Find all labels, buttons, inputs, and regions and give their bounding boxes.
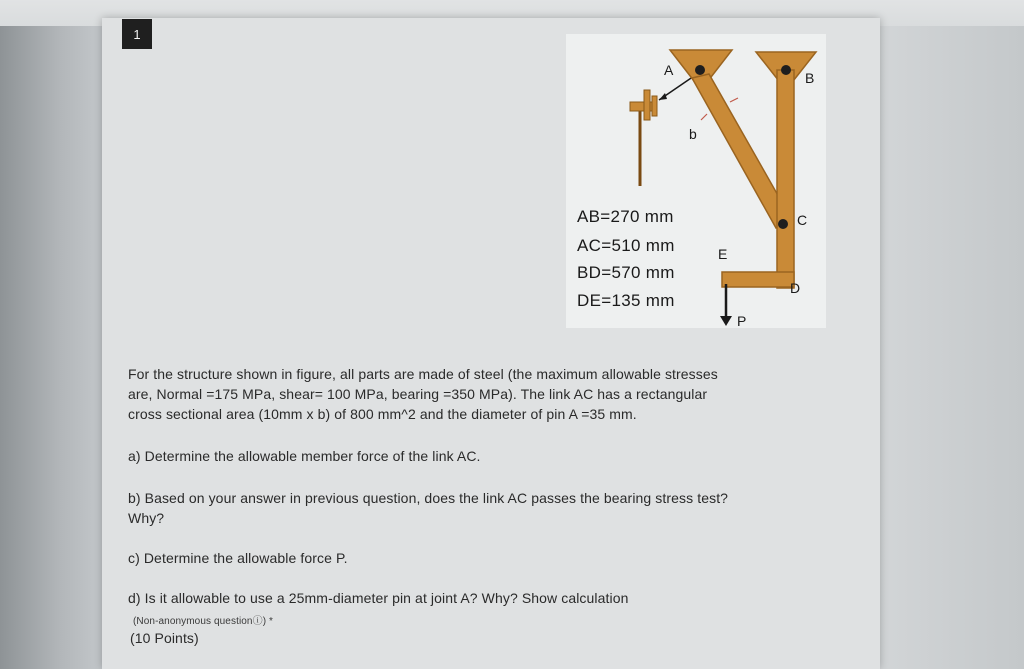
part-b-line-1: b) Based on your answer in previous question, does the link AC passes the bearing stress test? xyxy=(128,490,729,506)
part-c-text: c) Determine the allowable force P. xyxy=(128,550,348,566)
part-b-line-2: Why? xyxy=(128,510,165,526)
label-b-width: b xyxy=(689,126,697,142)
dimension-ab: AB=270 mm xyxy=(577,207,674,226)
left-background xyxy=(0,0,102,669)
load-p-arrowhead xyxy=(720,316,732,326)
pin-a xyxy=(695,65,705,75)
part-d-text: d) Is it allowable to use a 25mm-diameter pin at joint A? Why? Show calculation xyxy=(128,590,629,606)
detail-pin-2 xyxy=(652,96,657,116)
prompt-line-1: For the structure shown in figure, all parts are made of steel (the maximum allowable stresses xyxy=(128,366,718,382)
dimension-bd: BD=570 mm xyxy=(577,263,675,282)
dimension-de: DE=135 mm xyxy=(577,291,675,310)
detail-pin xyxy=(644,90,650,120)
detail-arrowhead xyxy=(659,93,667,100)
member-bd xyxy=(777,70,794,288)
part-a-text: a) Determine the allowable member force of the link AC. xyxy=(128,448,481,464)
member-de xyxy=(722,272,794,287)
label-b: B xyxy=(805,70,815,86)
label-e: E xyxy=(718,246,728,262)
thickness-arrow-1 xyxy=(701,114,707,120)
structure-diagram xyxy=(566,34,826,328)
pin-b xyxy=(781,65,791,75)
question-number-badge: 1 xyxy=(122,19,152,49)
label-d: D xyxy=(790,280,801,296)
right-background xyxy=(880,0,1024,669)
structure-figure xyxy=(566,34,826,328)
non-anonymous-note: (Non-anonymous questionⓘ) * xyxy=(133,616,273,627)
prompt-line-3: cross sectional area (10mm x b) of 800 mm^2 and the diameter of pin A =35 mm. xyxy=(128,406,637,422)
label-c: C xyxy=(797,212,808,228)
thickness-arrow-2 xyxy=(730,98,738,102)
points-label: (10 Points) xyxy=(130,630,199,646)
prompt-line-2: are, Normal =175 MPa, shear= 100 MPa, bearing =350 MPa). The link AC has a rectangular xyxy=(128,386,708,402)
label-p: P xyxy=(737,313,747,329)
label-a: A xyxy=(664,62,674,78)
dimension-ac: AC=510 mm xyxy=(577,236,675,255)
pin-c xyxy=(778,219,788,229)
